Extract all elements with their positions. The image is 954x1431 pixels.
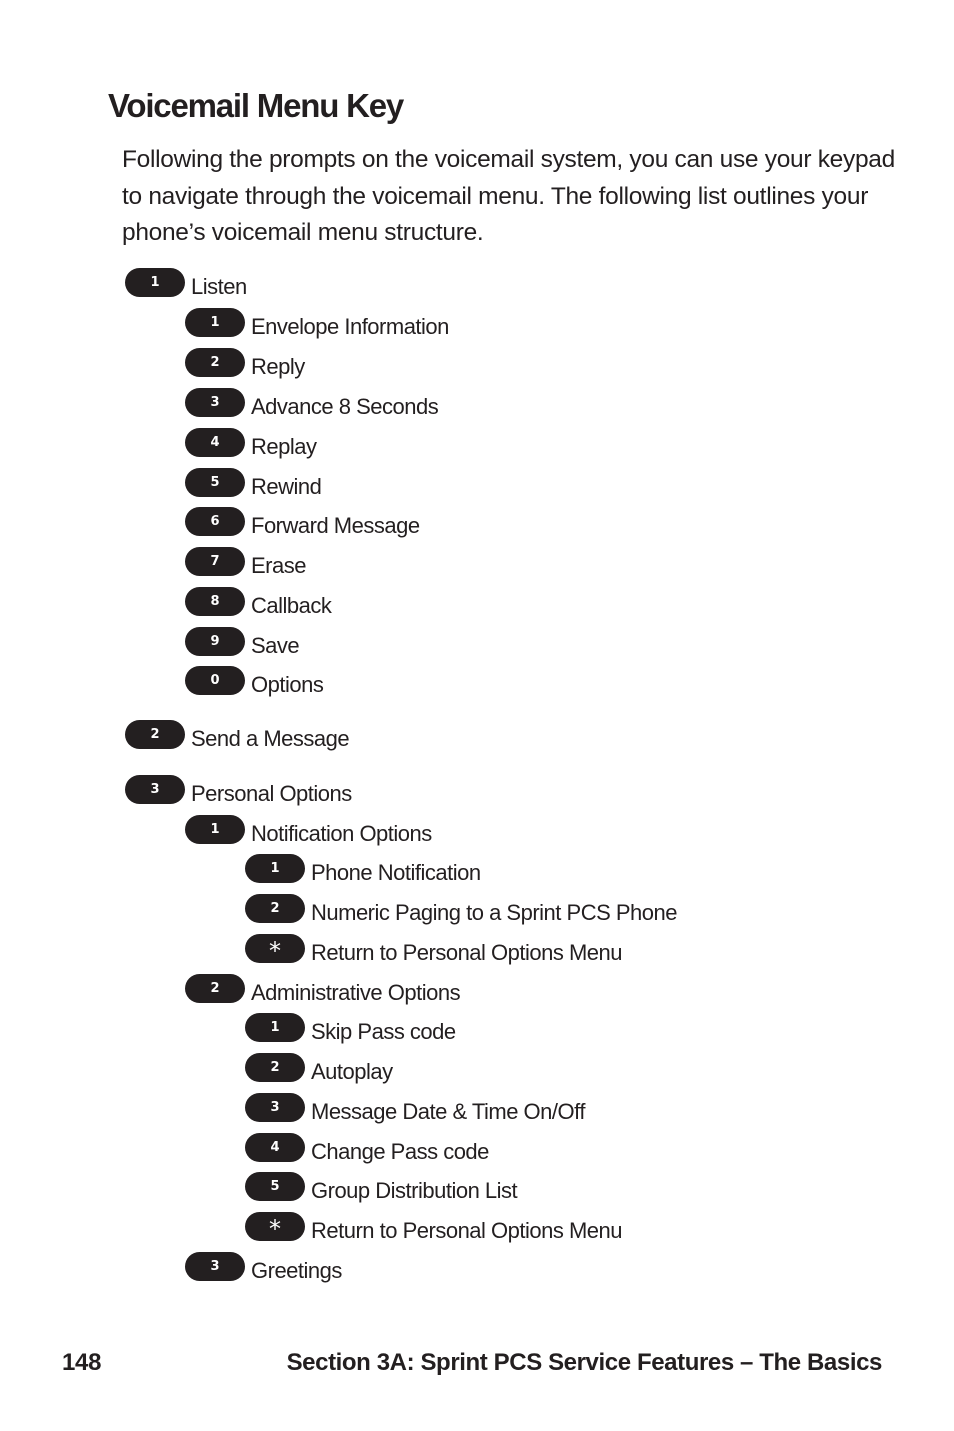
keypad-key-icon: 3 xyxy=(245,1093,305,1122)
menu-item-label: Callback xyxy=(251,593,332,618)
menu-item-label: Listen xyxy=(191,274,247,299)
menu-item-label: Rewind xyxy=(251,474,322,499)
menu-item-label: Personal Options xyxy=(191,781,352,806)
menu-item xyxy=(185,547,306,577)
keypad-key-icon: 5 xyxy=(185,468,245,497)
menu-item-label: Options xyxy=(251,672,324,697)
menu-item xyxy=(185,587,331,617)
menu-item xyxy=(245,1053,393,1083)
menu-item-label: Send a Message xyxy=(191,726,350,751)
menu-item-label: Advance 8 Seconds xyxy=(251,394,439,419)
menu-item-label: Autoplay xyxy=(311,1059,393,1084)
menu-item xyxy=(185,815,432,845)
menu-item-label: Return to Personal Options Menu xyxy=(311,940,623,965)
menu-item-label: Greetings xyxy=(251,1258,342,1283)
menu-item xyxy=(125,775,352,805)
menu-item-label: Envelope Information xyxy=(251,314,449,339)
star-key-icon: * xyxy=(245,934,305,963)
intro-paragraph: Following the prompts on the voicemail system, you can use your keypad to navigate through the voicemail menu. The following list outlines your phone’s voicemail menu structure. xyxy=(122,146,895,246)
keypad-key-icon: 8 xyxy=(185,587,245,616)
menu-item-label: Save xyxy=(251,633,300,658)
keypad-key-icon: 0 xyxy=(185,666,245,695)
menu-item xyxy=(185,308,449,338)
menu-item xyxy=(245,1093,585,1123)
keypad-key-icon: 1 xyxy=(185,308,245,337)
menu-item-label: Notification Options xyxy=(251,821,432,846)
keypad-key-icon: 6 xyxy=(185,507,245,536)
menu-item-label: Message Date & Time On/Off xyxy=(311,1099,585,1124)
page-title: Voicemail Menu Key xyxy=(108,87,404,124)
menu-item xyxy=(245,1172,517,1202)
menu-item-label: Skip Pass code xyxy=(311,1019,456,1044)
menu-item xyxy=(185,1252,342,1282)
keypad-key-icon: 1 xyxy=(125,268,185,297)
keypad-key-icon: 3 xyxy=(185,1252,245,1281)
menu-item-label: Group Distribution List xyxy=(311,1178,518,1203)
keypad-key-icon: 7 xyxy=(185,547,245,576)
menu-item xyxy=(125,268,247,298)
keypad-key-icon: 2 xyxy=(245,894,305,923)
menu-item xyxy=(185,666,323,696)
menu-item xyxy=(185,348,305,378)
section-title: Section 3A: Sprint PCS Service Features – The Basics xyxy=(286,1349,882,1376)
menu-item xyxy=(245,1133,489,1163)
keypad-key-icon: 5 xyxy=(245,1172,305,1201)
menu-item xyxy=(185,627,299,657)
menu-item xyxy=(245,854,481,884)
menu-item-label: Erase xyxy=(251,553,306,578)
page-number: 148 xyxy=(62,1349,102,1376)
star-key-icon: * xyxy=(245,1212,305,1241)
menu-item-label: Administrative Options xyxy=(251,980,461,1005)
keypad-key-icon: 1 xyxy=(245,1013,305,1042)
keypad-key-icon: 4 xyxy=(185,428,245,457)
keypad-key-icon: 9 xyxy=(185,627,245,656)
menu-item xyxy=(185,468,321,498)
keypad-key-icon: 2 xyxy=(185,974,245,1003)
menu-item xyxy=(245,1013,456,1043)
keypad-key-icon: 3 xyxy=(125,775,185,804)
menu-item-label: Forward Message xyxy=(251,513,420,538)
keypad-key-icon: 2 xyxy=(245,1053,305,1082)
keypad-key-icon: 1 xyxy=(245,854,305,883)
menu-item xyxy=(185,974,460,1004)
menu-item xyxy=(185,388,438,418)
keypad-key-icon: 2 xyxy=(185,348,245,377)
menu-item-label: Reply xyxy=(251,354,305,379)
keypad-key-icon: 2 xyxy=(125,720,185,749)
menu-item xyxy=(245,934,622,964)
menu-item-label: Replay xyxy=(251,434,317,459)
menu-item-label: Numeric Paging to a Sprint PCS Phone xyxy=(311,900,677,925)
menu-item xyxy=(245,1212,622,1242)
keypad-key-icon: 1 xyxy=(185,815,245,844)
menu-item-label: Return to Personal Options Menu xyxy=(311,1218,623,1243)
menu-item-label: Change Pass code xyxy=(311,1139,489,1164)
menu-item xyxy=(185,428,316,458)
menu-item xyxy=(125,720,349,750)
menu-item-label: Phone Notification xyxy=(311,860,481,885)
menu-item xyxy=(185,507,420,537)
keypad-key-icon: 4 xyxy=(245,1133,305,1162)
keypad-key-icon: 3 xyxy=(185,388,245,417)
menu-item xyxy=(245,894,677,924)
